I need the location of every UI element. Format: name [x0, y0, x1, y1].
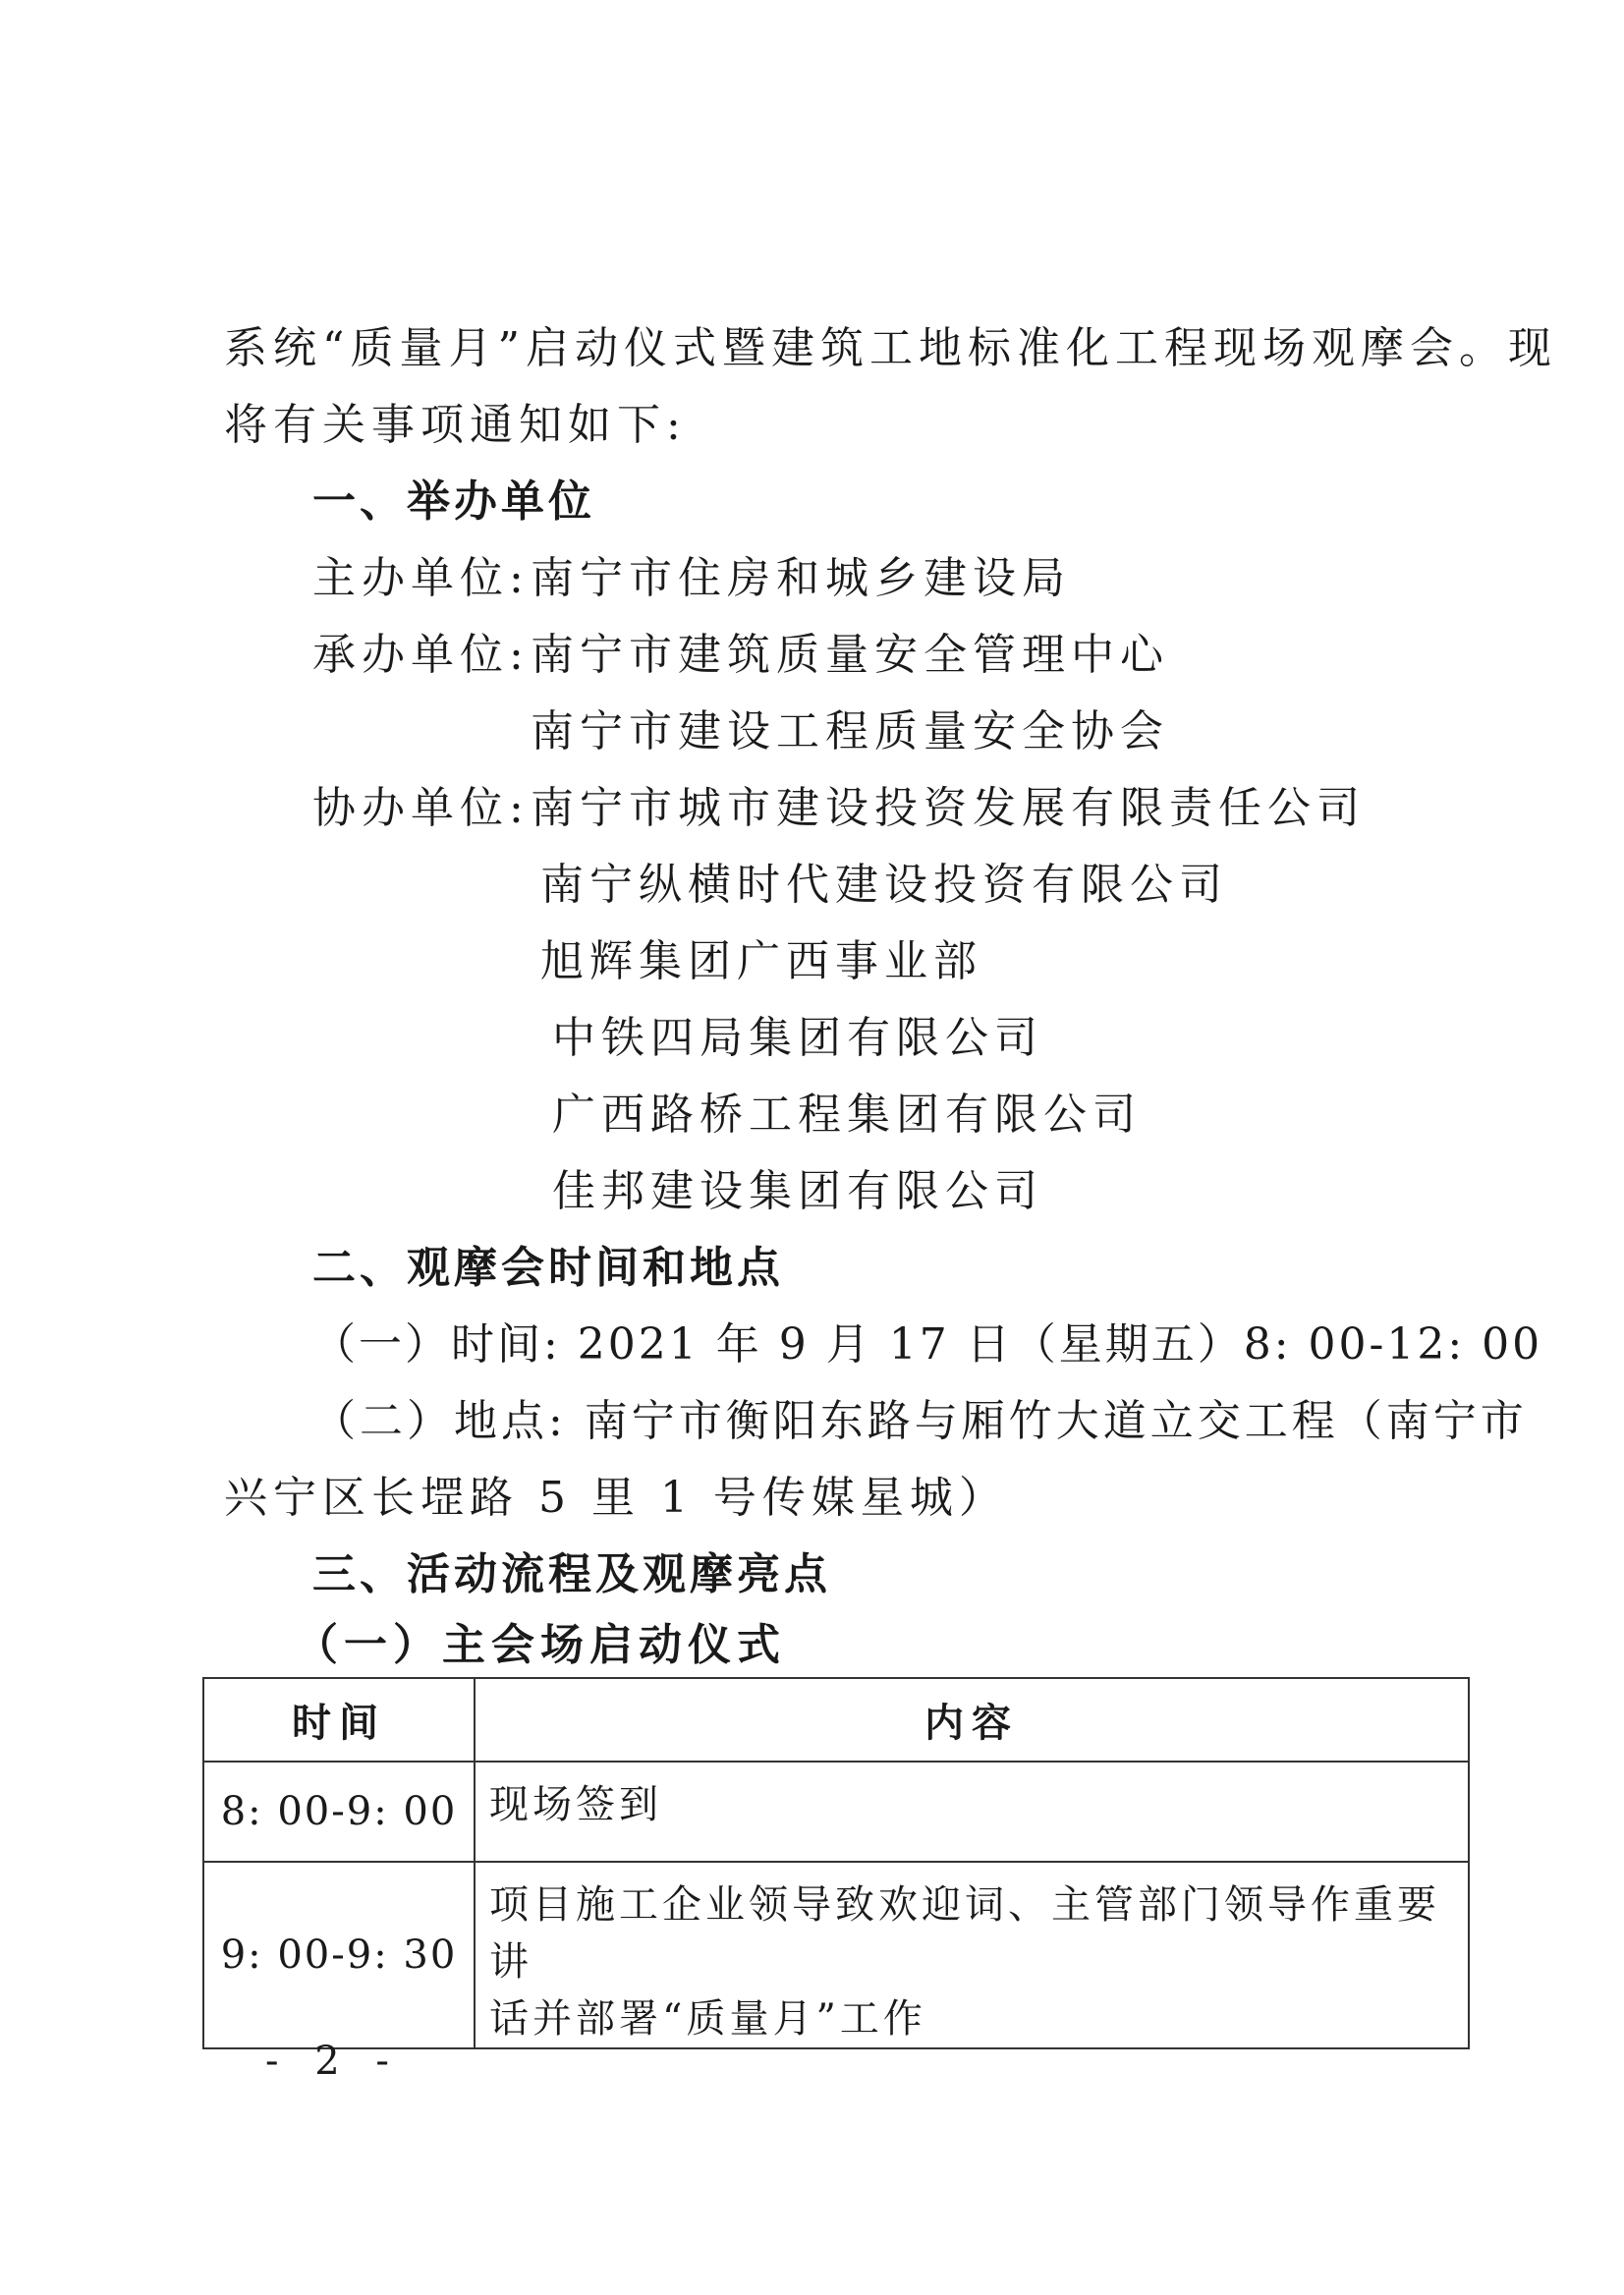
section-3-heading: 三、活动流程及观摩亮点 — [312, 1549, 831, 1599]
table-cell-time: 9: 00-9: 30 — [203, 1862, 475, 2048]
co-organizer-label: 协办单位: — [312, 783, 530, 833]
table-row — [203, 1762, 1469, 1862]
intro-line-2: 将有关事项通知如下: — [224, 400, 687, 450]
co-organizer-value-5: 广西路桥工程集团有限公司 — [552, 1090, 1142, 1140]
co-organizer-value-1: 南宁市城市建设投资发展有限责任公司 — [531, 783, 1366, 833]
table-cell-content — [475, 1862, 1469, 2048]
table-cell-time: 8: 00-9: 00 — [203, 1762, 475, 1862]
content-line: 项目施工企业领导致欢迎词、主管部门领导作重要讲 — [489, 1882, 1440, 1985]
co-organizer-value-3: 旭辉集团广西事业部 — [540, 936, 982, 986]
host-label: 主办单位: — [312, 553, 530, 603]
content-line: 话并部署“质量月”工作 — [489, 1996, 926, 2042]
intro-line-1: 系统“质量月”启动仪式暨建筑工地标准化工程现场观摩会。现 — [224, 323, 1557, 373]
organizer-value-2: 南宁市建设工程质量安全协会 — [531, 706, 1169, 756]
table-header-time: 时间 — [203, 1678, 475, 1762]
time-line: （一）时间: 2021 年 9 月 17 日（星期五）8: 00-12: 00 — [312, 1319, 1543, 1370]
organizer-value-1: 南宁市建筑质量安全管理中心 — [531, 630, 1169, 680]
section-2-heading: 二、观摩会时间和地点 — [312, 1243, 784, 1293]
co-organizer-value-2: 南宁纵横时代建设投资有限公司 — [540, 860, 1228, 910]
host-value: 南宁市住房和城乡建设局 — [531, 553, 1071, 603]
co-organizer-value-4: 中铁四局集团有限公司 — [552, 1013, 1043, 1063]
table-header-row — [203, 1678, 1469, 1762]
table-row — [203, 1862, 1469, 2048]
table-header-content: 内容 — [475, 1678, 1469, 1762]
organizer-label: 承办单位: — [312, 630, 530, 680]
schedule-table — [202, 1677, 1470, 2049]
table-cell-content — [475, 1762, 1469, 1862]
content-line: 现场签到 — [489, 1782, 662, 1827]
place-line-2: 兴宁区长堽路 5 里 1 号传媒星城） — [224, 1473, 1008, 1523]
section-1-heading: 一、举办单位 — [312, 476, 595, 527]
page-number: - 2 - — [265, 2039, 401, 2084]
co-organizer-value-6: 佳邦建设集团有限公司 — [552, 1166, 1043, 1216]
subsection-1-heading: （一）主会场启动仪式 — [295, 1620, 786, 1670]
place-line-1: （二）地点: 南宁市衡阳东路与厢竹大道立交工程（南宁市 — [312, 1396, 1528, 1446]
